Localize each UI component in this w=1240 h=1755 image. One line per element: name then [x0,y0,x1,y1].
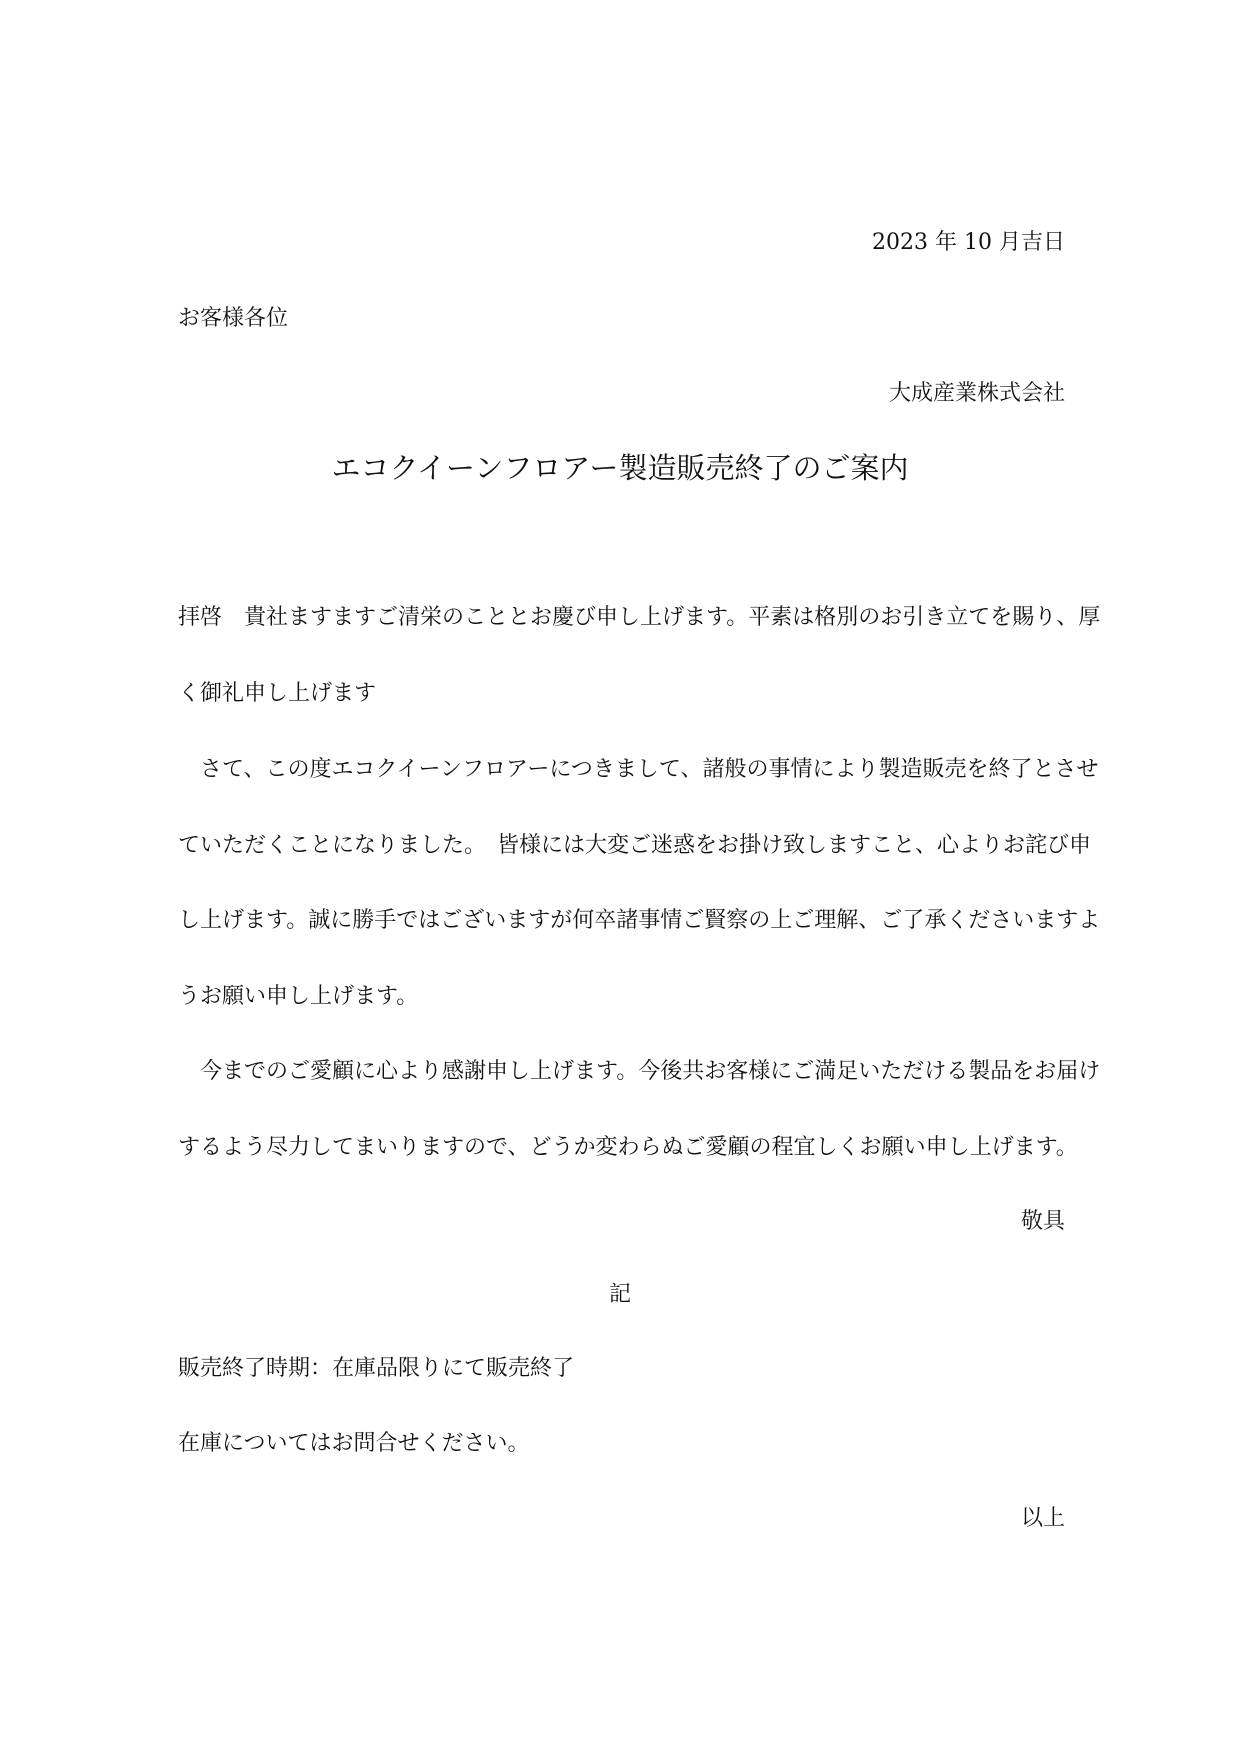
body-line: く御礼申し上げます [178,681,377,706]
body-line: 拝啓 貴社ますますご清栄のこととお慶び申し上げます。平素は格別のお引き立てを賜り、厚 [178,605,1101,630]
body-line: うお願い申し上げます。 [178,984,419,1009]
ki-heading: 記 [608,1282,631,1307]
body-line: し上げます。誠に勝手ではございますが何卒諸事情ご賢察の上ご理解、ご了承くださいますよ [178,908,1101,933]
detail-line: 販売終了時期：在庫品限りにて販売終了 [178,1356,575,1381]
body-line: ていただくことになりました。 皆様には大変ご迷惑をお掛け致しますこと、心よりお詫び申 [178,833,1092,858]
body-line: さて、この度エコクイーンフロアーにつきまして、諸般の事情により製造販売を終了とさせ [178,757,1099,782]
detail-line: 在庫についてはお問合せください。 [178,1431,530,1456]
closing-keigu: 敬具 [1020,1209,1065,1234]
letter-title: エコクイーンフロアー製造販売終了のご案内 [331,451,909,485]
closing-ijo: 以上 [1020,1506,1065,1531]
letter-date: 2023 年 10 月吉日 [872,230,1065,255]
recipient-line: お客様各位 [178,306,289,331]
body-line: 今までのご愛顧に心より感謝申し上げます。今後共お客様にご満足いただける製品をお届け [178,1059,1101,1084]
body-line: するよう尽力してまいりますので、どうか変わらぬご愛顧の程宜しくお願い申し上げます。 [178,1135,1078,1160]
sender-name: 大成産業株式会社 [888,381,1065,406]
